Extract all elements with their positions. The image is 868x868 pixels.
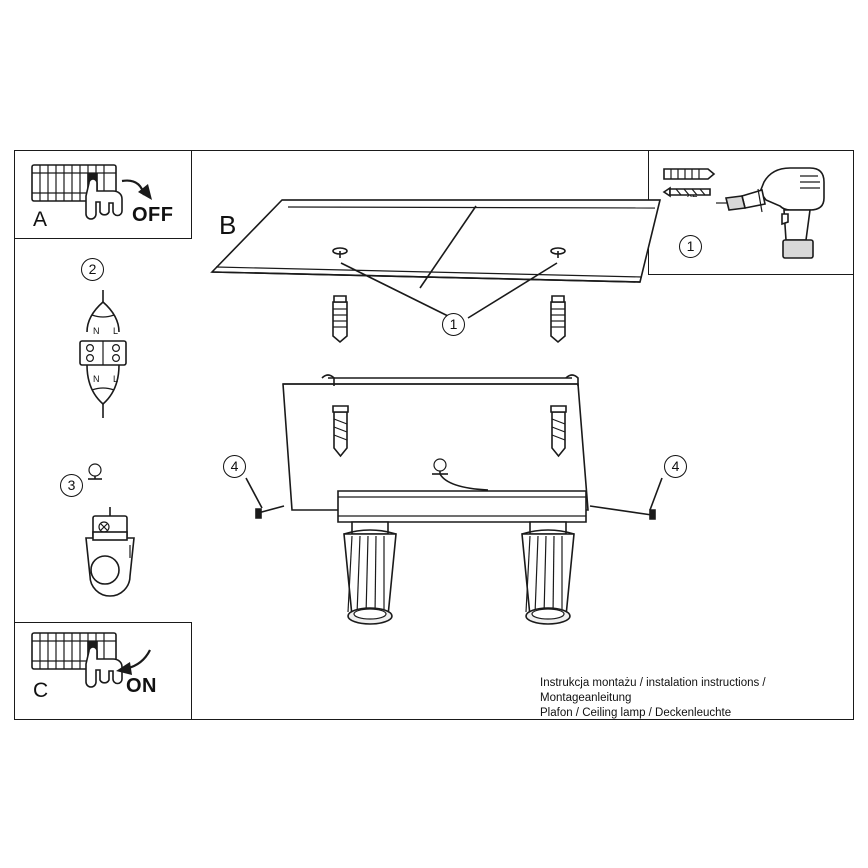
panel-c-action-label: ON xyxy=(126,675,157,697)
ceiling-surface xyxy=(212,200,660,288)
callout-leader-right-4 xyxy=(650,478,662,510)
caption-subtitle: Plafon / Ceiling lamp / Deckenleuchte xyxy=(540,707,732,719)
panel-a-action-label: OFF xyxy=(132,204,174,226)
wire-label-bottom-neutral: N xyxy=(93,374,100,384)
screw-left xyxy=(333,406,348,456)
callout-bracket-left: 4 xyxy=(223,455,246,478)
screw-right xyxy=(551,406,566,456)
wall-plug-left xyxy=(333,296,347,342)
caption-title: Instrukcja montażu / instalation instructions / Montageanleitung xyxy=(540,677,766,704)
step-2-number: 2 xyxy=(81,258,104,281)
mounting-bracket xyxy=(283,375,588,510)
callout-screws-ceiling: 1 xyxy=(442,313,465,336)
side-screw-left xyxy=(256,506,284,518)
callout-bracket-right: 4 xyxy=(664,455,687,478)
spotlight-right xyxy=(522,522,574,624)
step-1-number: 1 xyxy=(679,235,702,258)
panel-c-letter: C xyxy=(33,679,49,702)
callout-leader-left-4 xyxy=(246,478,262,508)
side-screw-right xyxy=(590,506,655,519)
spotlight-left xyxy=(344,522,396,624)
wall-plug-right xyxy=(551,296,565,342)
wire-label-left-neutral: N xyxy=(93,326,100,336)
step-3-number: 3 xyxy=(60,474,83,497)
panel-b-letter: B xyxy=(219,210,237,240)
wire-label-bottom-live: L xyxy=(113,374,119,384)
panel-a-letter: A xyxy=(33,208,48,231)
lamp-bar xyxy=(338,491,586,522)
wire-label-left-live: L xyxy=(113,326,119,336)
document-caption xyxy=(540,676,840,721)
